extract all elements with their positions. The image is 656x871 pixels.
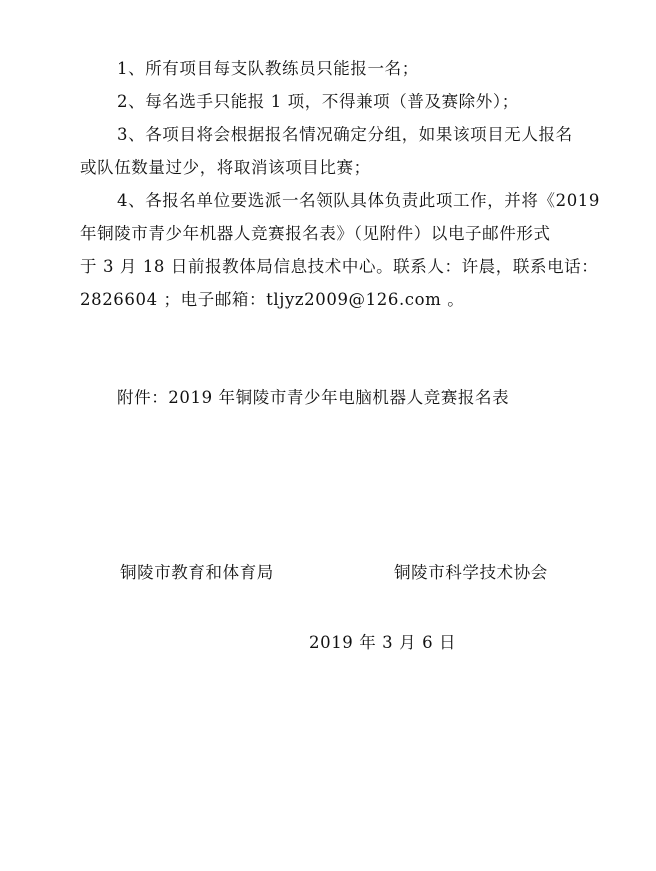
contact-email-line: 2826604 ；电子邮箱：tljyz2009@126.com 。 (80, 290, 465, 309)
rule-item-3-line-2: 或队伍数量过少，将取消该项目比赛； (80, 158, 371, 177)
signatory-science-association: 铜陵市科学技术协会 (394, 563, 548, 582)
document-date: 2019 年 3 月 6 日 (309, 633, 457, 652)
rule-item-3-line-1: 3、各项目将会根据报名情况确定分组，如果该项目无人报名 (117, 125, 573, 144)
rule-item-4-line-1: 4、各报名单位要选派一名领队具体负责此项工作，并将《2019 (117, 191, 600, 210)
rule-item-4-line-3: 于 3 月 18 日前报教体局信息技术中心。联系人：许晨，联系电话： (80, 257, 599, 276)
rule-item-1: 1、所有项目每支队教练员只能报一名； (117, 59, 419, 78)
rule-item-2: 2、每名选手只能报 1 项，不得兼项（普及赛除外）； (117, 92, 519, 111)
signatory-education-bureau: 铜陵市教育和体育局 (120, 563, 274, 582)
rule-item-4-line-2: 年铜陵市青少年机器人竞赛报名表》（见附件）以电子邮件形式 (80, 224, 551, 243)
attachment-note: 附件：2019 年铜陵市青少年电脑机器人竞赛报名表 (117, 388, 510, 407)
